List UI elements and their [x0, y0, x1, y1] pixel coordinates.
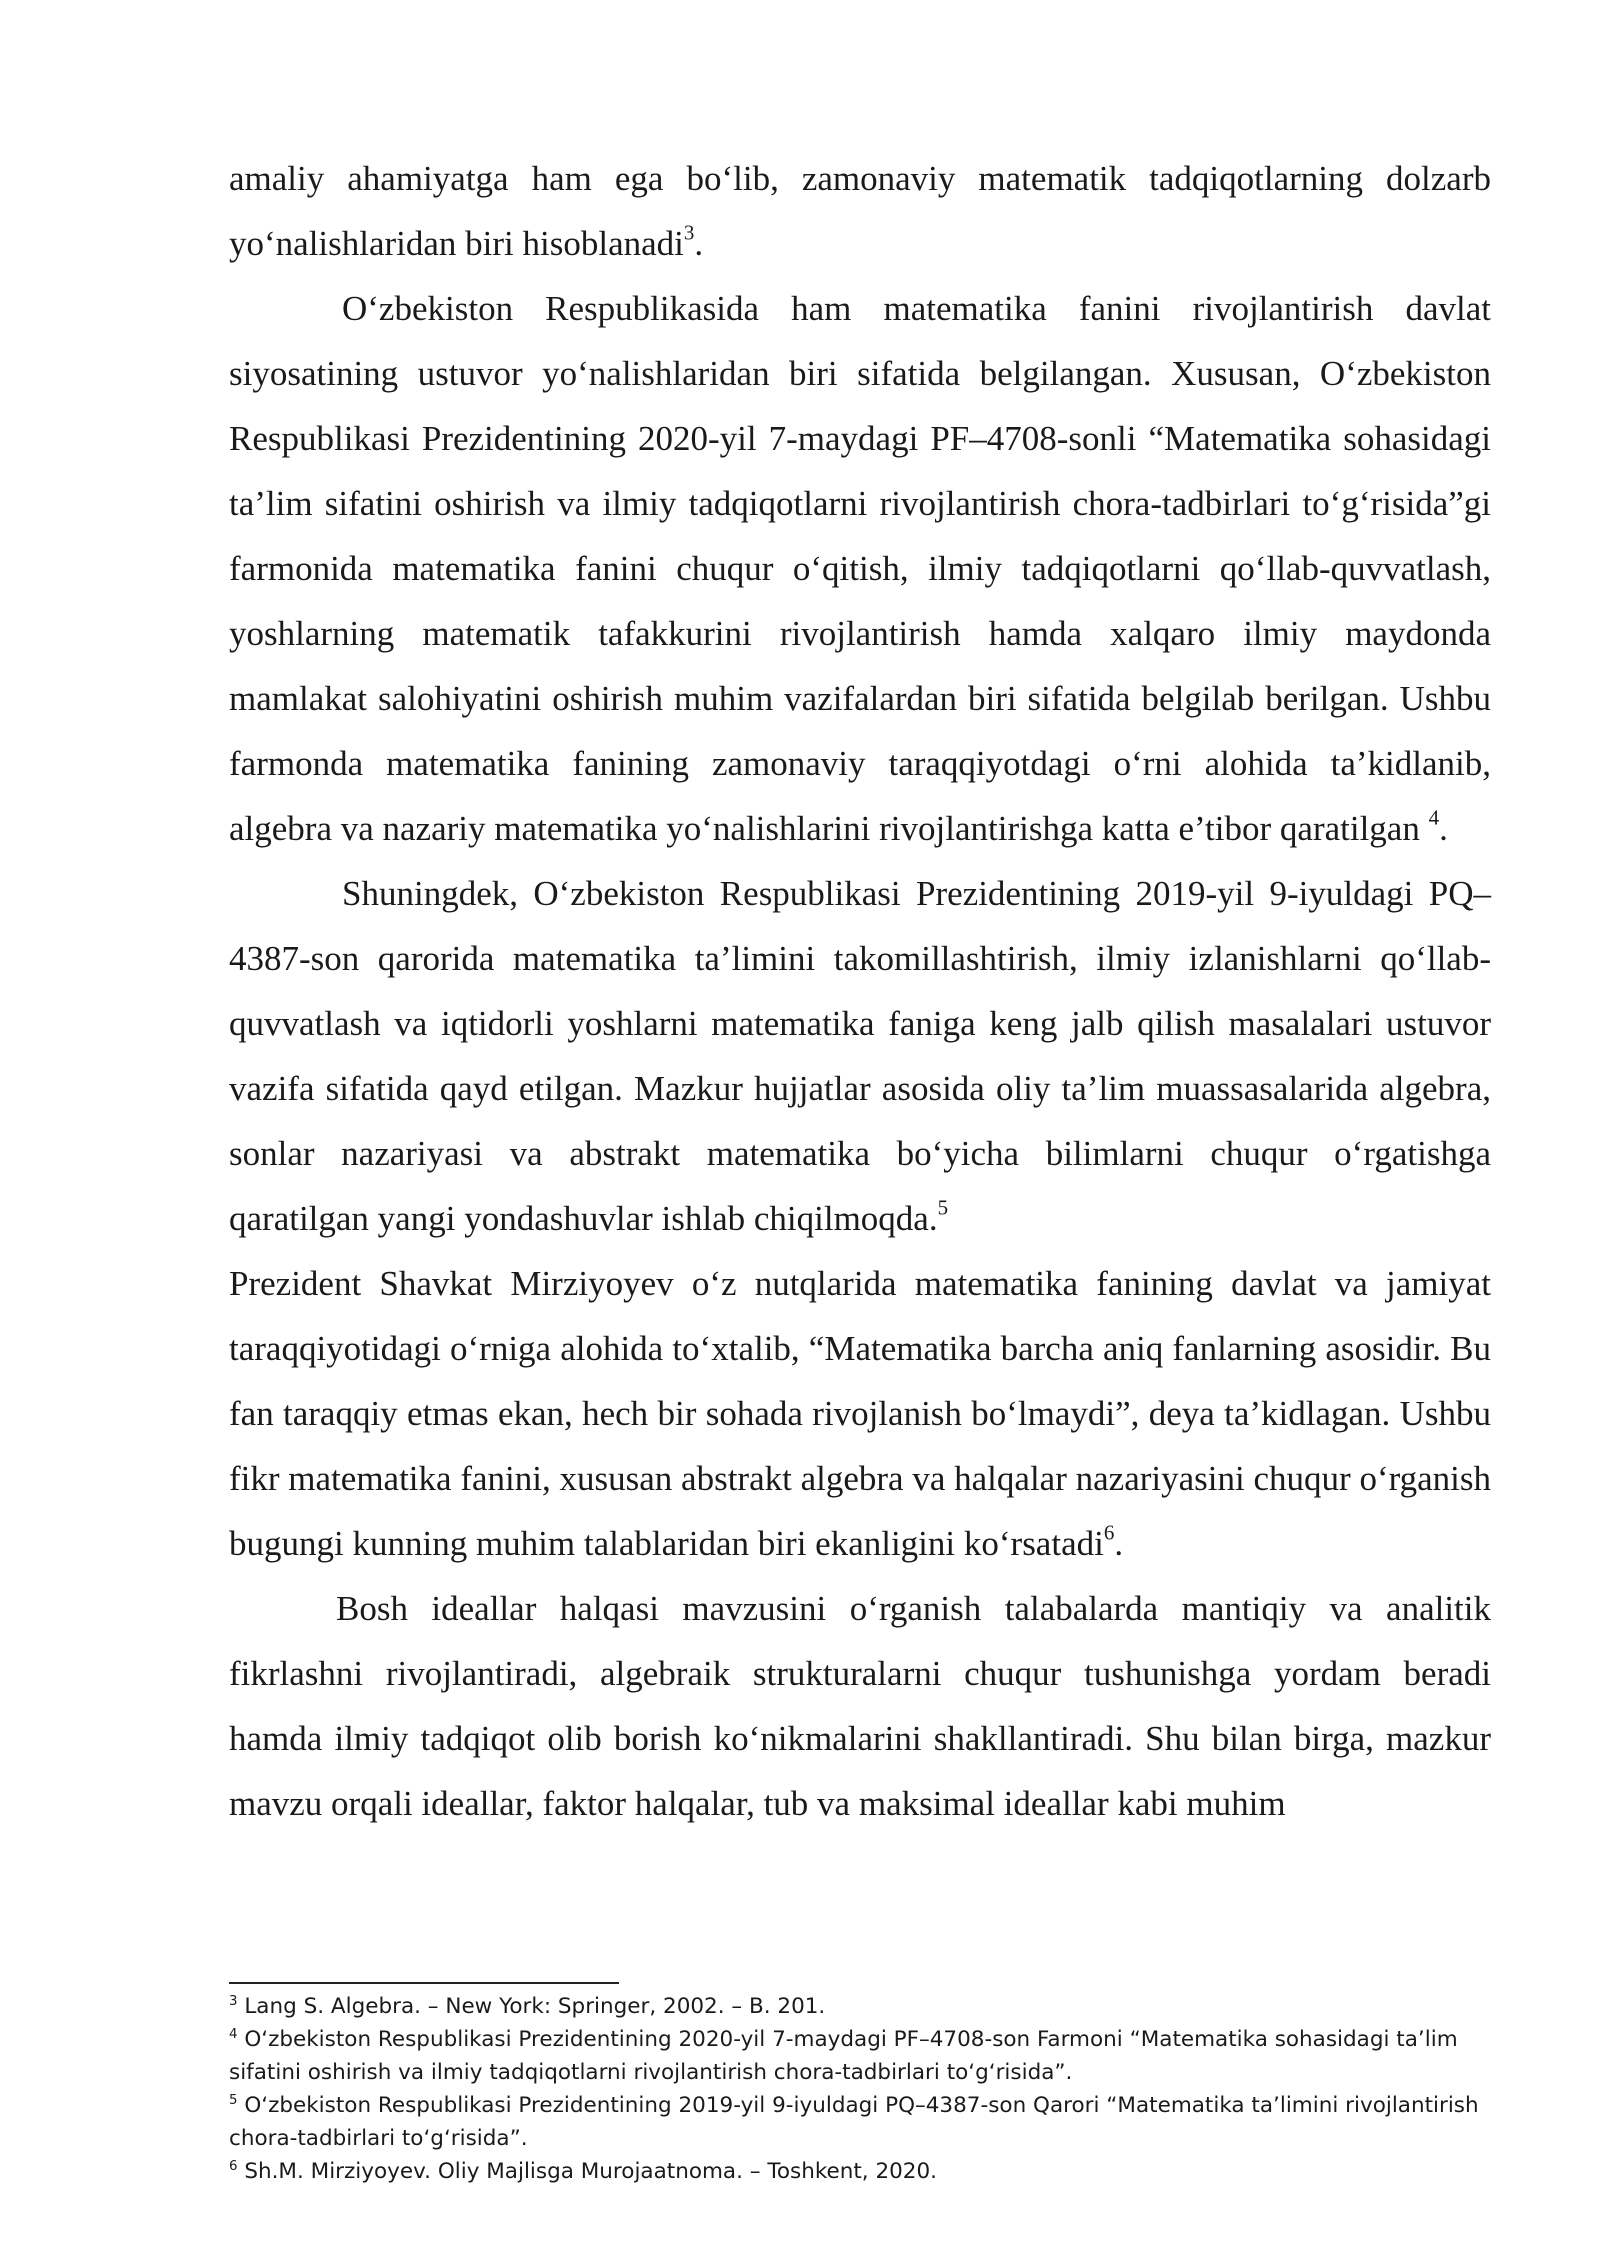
paragraph-text: O‘zbekiston Respublikasida ham matematika fanini rivojlantirish davlat siyosatining ustuvor yo‘nalishlaridan biri sifatida belgilangan. Xususan, O‘zbekiston Respublikasi Prezidentining 2020-yil 7-maydagi PF–4708-sonli “Matematika sohasidagi ta’lim sifatini oshirish va ilmiy tadqiqotlarni rivojlantirish chora-tadbirlari to‘g‘risida”gi farmonida matematika fanini chuqur o‘qitish, ilmiy tadqiqotlarni qo‘llab-quvvatlash, yoshlarning matematik tafakkurini rivojlantirish hamda xalqaro ilmiy maydonda mamlakat salohiyatini oshirish muhim vazifalardan biri sifatida belgilab berilgan. Ushbu farmonda matematika fanining zamonaviy taraqqiyotdagi o‘rni alohida ta’kidlanib, algebra va nazariy matematika yo‘nalishlarini rivojlantirishga katta e’tibor qaratilgan: [229, 289, 1491, 848]
footnote-5: [229, 2089, 1491, 2155]
footnote-4: [229, 2023, 1491, 2089]
footnotes: [229, 1990, 1491, 2188]
paragraph-5: [229, 1576, 1491, 1836]
paragraph-text: Bosh ideallar halqasi mavzusini o‘rganish talabalarda mantiqiy va analitik fikrlashni rivojlantiradi, algebraik strukturalarni chuqur tushunishga yordam beradi hamda ilmiy tadqiqot olib borish ko‘nikmalarini shakllantiradi. Shu bilan birga, mazkur mavzu orqali ideallar, faktor halqalar, tub va maksimal ideallar kabi muhim: [229, 1589, 1491, 1823]
paragraph-tail: .: [694, 224, 704, 263]
footnote-number: 3: [229, 1994, 238, 2010]
paragraph-text: Shuningdek, O‘zbekiston Respublikasi Prezidentining 2019-yil 9-iyuldagi PQ–4387-son qarorida matematika ta’limini takomillashtirish, ilmiy izlanishlarni qo‘llab-quvvatlash va iqtidorli yoshlarni matematika faniga keng jalb qilish masalalari ustuvor vazifa sifatida qayd etilgan. Mazkur hujjatlar asosida oliy ta’lim muassasalarida algebra, sonlar nazariyasi va abstrakt matematika bo‘yicha bilimlarni chuqur o‘rgatishga qaratilgan yangi yondashuvlar ishlab chiqilmoqda.: [229, 874, 1491, 1238]
footnote-text: O‘zbekiston Respublikasi Prezidentining 2020-yil 7-maydagi PF–4708-son Farmoni “Matematika sohasidagi ta’lim sifatini oshirish va ilmiy tadqiqotlarni rivojlantirish chora-tadbirlari to‘g‘risida”.: [229, 2027, 1458, 2085]
footnote-text: O‘zbekiston Respublikasi Prezidentining 2019-yil 9-iyuldagi PQ–4387-son Qarori “Matematika ta’limini rivojlantirish chora-tadbirlari to‘g‘risida”.: [229, 2093, 1479, 2151]
paragraph-text: amaliy ahamiyatga ham ega bo‘lib, zamonaviy matematik tadqiqotlarning dolzarb yo‘nalishlaridan biri hisoblanadi: [229, 159, 1491, 263]
footnote-number: 4: [229, 2027, 238, 2043]
paragraph-3: [229, 861, 1491, 1251]
body-text: [229, 146, 1491, 1836]
footnote-number: 5: [229, 2093, 238, 2109]
paragraph-1: [229, 146, 1491, 276]
footnote-number: 6: [229, 2159, 238, 2175]
paragraph-tail: .: [1439, 809, 1448, 848]
footnote-3: [229, 1990, 1491, 2023]
paragraph-2: [229, 276, 1491, 861]
paragraph-4: [229, 1251, 1491, 1576]
footnote-ref-3[interactable]: 3: [683, 220, 695, 245]
footnote-text: Sh.M. Mirziyoyev. Oliy Majlisga Murojaatnoma. – Toshkent, 2020.: [237, 2159, 938, 2184]
footnote-ref-5[interactable]: 5: [937, 1195, 949, 1220]
footnote-ref-4[interactable]: 4: [1428, 805, 1440, 830]
footnote-separator: [229, 1982, 619, 1984]
paragraph-tail: .: [1114, 1524, 1124, 1563]
footnote-ref-6[interactable]: 6: [1103, 1520, 1115, 1545]
footnote-text: Lang S. Algebra. – New York: Springer, 2002. – B. 201.: [237, 1994, 826, 2019]
paragraph-text: Prezident Shavkat Mirziyoyev o‘z nutqlarida matematika fanining davlat va jamiyat taraqqiyotidagi o‘rniga alohida to‘xtalib, “Matematika barcha aniq fanlarning asosidir. Bu fan taraqqiy etmas ekan, hech bir sohada rivojlanish bo‘lmaydi”, deya ta’kidlagan. Ushbu fikr matematika fanini, xususan abstrakt algebra va halqalar nazariyasini chuqur o‘rganish bugungi kunning muhim talablaridan biri ekanligini ko‘rsatadi: [229, 1264, 1491, 1563]
footnote-6: [229, 2155, 1491, 2188]
